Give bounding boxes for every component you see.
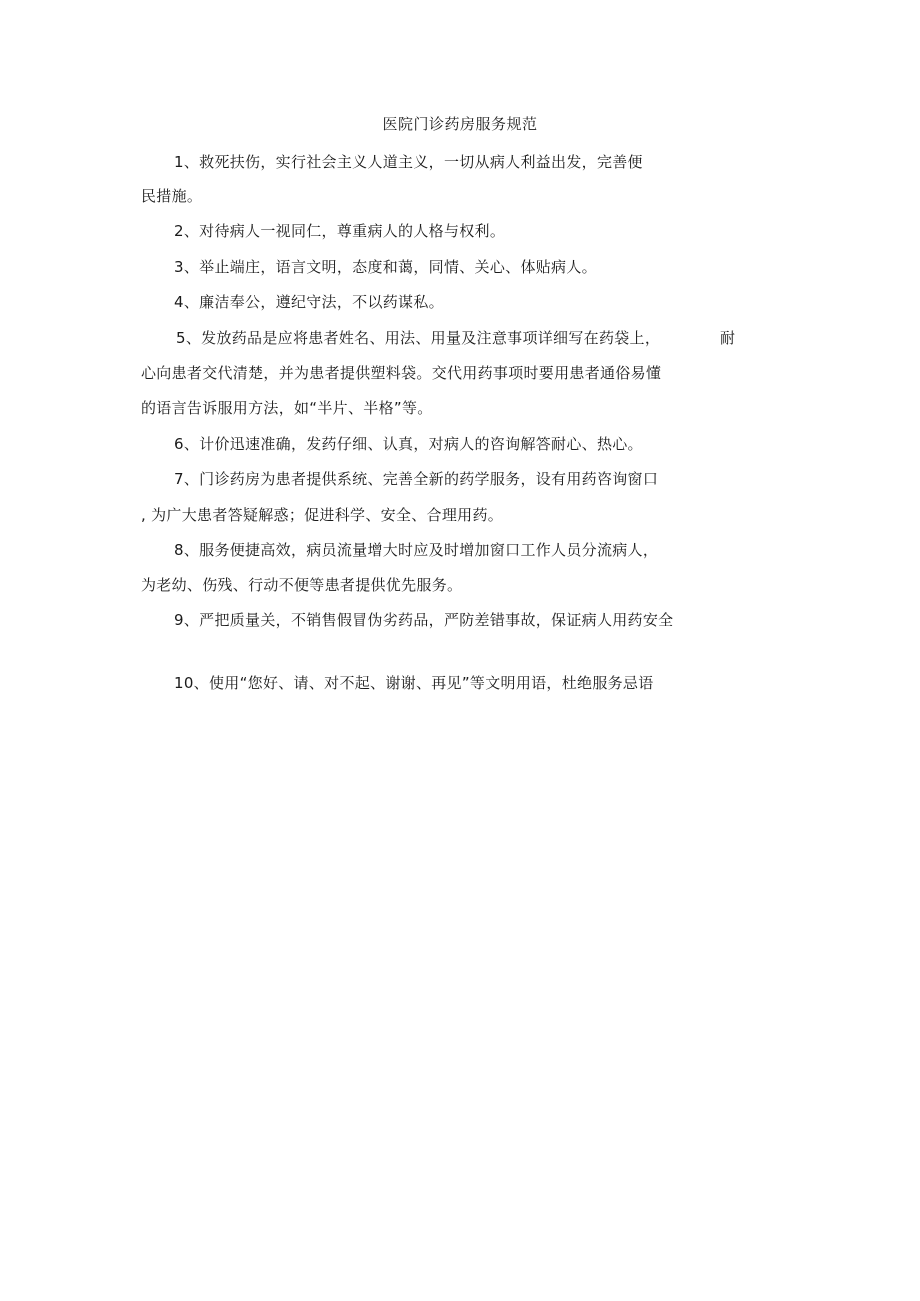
item-5-line-1-tail: 耐 — [720, 329, 736, 347]
item-8-line-1: 8、服务便捷高效，病员流量增大时应及时增加窗口工作人员分流病人， — [174, 541, 659, 559]
document-title: 医院门诊药房服务规范 — [382, 115, 538, 133]
item-5-line-3: 的语言告诉服用方法，如“半片、半格”等。 — [141, 399, 433, 417]
item-8-line-2: 为老幼、伤残、行动不便等患者提供优先服务。 — [141, 576, 463, 594]
item-3-line-1: 3、举止端庄，语言文明，态度和蔼，同情、关心、体贴病人。 — [174, 258, 597, 276]
item-1-line-2: 民措施。 — [141, 187, 203, 205]
item-5-line-2: 心向患者交代清楚，并为患者提供塑料袋。交代用药事项时要用患者通俗易懂 — [141, 364, 662, 382]
item-7-line-1: 7、门诊药房为患者提供系统、完善全新的药学服务，设有用药咨询窗口 — [174, 470, 659, 488]
item-10-line-1: 10、使用“您好、请、对不起、谢谢、再见”等文明用语，杜绝服务忌语 — [174, 674, 654, 692]
item-7-line-2: , 为广大患者答疑解惑；促进科学、安全、合理用药。 — [141, 506, 504, 524]
item-6-line-1: 6、计价迅速准确，发药仔细、认真，对病人的咨询解答耐心、热心。 — [174, 435, 643, 453]
item-4-line-1: 4、廉洁奉公，遵纪守法，不以药谋私。 — [174, 293, 444, 311]
item-2-line-1: 2、对待病人一视同仁，尊重病人的人格与权利。 — [174, 222, 506, 240]
item-9-line-1: 9、严把质量关，不销售假冒伪劣药品，严防差错事故，保证病人用药安全 — [174, 611, 674, 629]
item-1-line-1: 1、救死扶伤，实行社会主义人道主义，一切从病人利益出发，完善便 — [174, 153, 643, 171]
item-5-line-1: 5、发放药品是应将患者姓名、用法、用量及注意事项详细写在药袋上， — [176, 329, 661, 347]
